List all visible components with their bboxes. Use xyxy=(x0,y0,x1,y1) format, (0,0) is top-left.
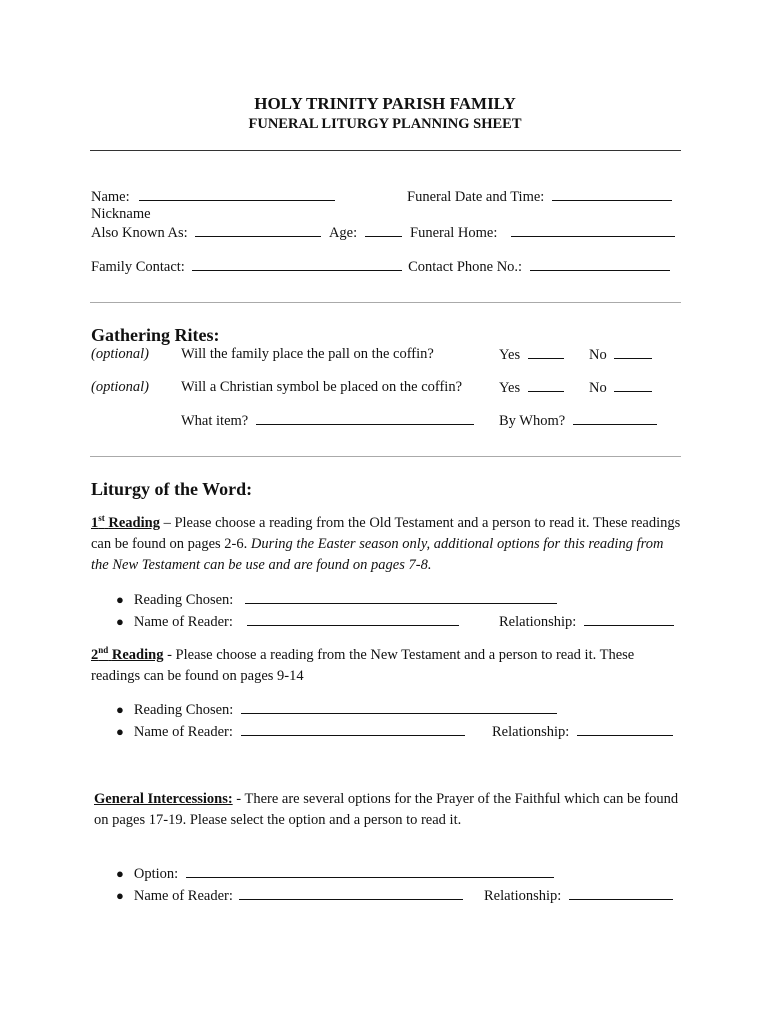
what-item-row xyxy=(181,412,474,430)
divider xyxy=(90,150,681,151)
divider xyxy=(90,456,681,457)
intercession-option-field[interactable] xyxy=(186,865,554,878)
aka-row xyxy=(91,224,402,242)
pall-yes-field[interactable] xyxy=(528,346,564,359)
family-contact-field[interactable] xyxy=(192,258,402,271)
reading1-title: 1st Reading xyxy=(91,513,160,531)
divider xyxy=(90,302,681,303)
reading1-instructions: 1st Reading – Please choose a reading from the Old Testament and a person to read it. These readings can be found on pages 2-6. During the Easter season only, additional options for this reading from the New Testament can be use and are found on pages 7-8. xyxy=(91,513,681,573)
page-subtitle: FUNERAL LITURGY PLANNING SHEET xyxy=(248,116,522,132)
funeral-home-row xyxy=(410,224,675,242)
intercession-reader-row: ● Name of Reader: xyxy=(116,887,463,905)
by-whom-field[interactable] xyxy=(573,412,657,425)
age-label: Age: xyxy=(328,225,358,241)
aka-field[interactable] xyxy=(195,224,321,237)
by-whom-label: By Whom? xyxy=(499,413,566,429)
reading2-chosen-row: ● Reading Chosen: xyxy=(116,701,557,719)
intercession-relationship-row xyxy=(484,887,673,905)
reading1-relationship-field[interactable] xyxy=(584,613,674,626)
name-of-reader-label: Name of Reader: xyxy=(133,724,233,740)
reading1-reader-row: ● Name of Reader: xyxy=(116,613,459,631)
option-label: Option: xyxy=(133,866,179,882)
reading2-chosen-field[interactable] xyxy=(241,701,557,714)
funeral-home-field[interactable] xyxy=(511,224,675,237)
intercession-reader-field[interactable] xyxy=(239,887,463,900)
reading2-reader-row: ● Name of Reader: xyxy=(116,723,465,741)
optional-label: (optional) xyxy=(91,379,149,395)
reading1-reader-field[interactable] xyxy=(247,613,459,626)
intercessions-title: General Intercessions: xyxy=(94,791,233,807)
by-whom-row xyxy=(499,412,657,430)
funeral-date-field[interactable] xyxy=(552,188,672,201)
liturgy-heading: Liturgy of the Word: xyxy=(91,479,253,499)
name-of-reader-label: Name of Reader: xyxy=(133,888,233,904)
intercession-option-row: ● Option: xyxy=(116,865,554,883)
pall-question: Will the family place the pall on the coffin? xyxy=(181,346,434,362)
what-item-label: What item? xyxy=(181,413,249,429)
pall-no: No xyxy=(589,346,652,364)
funeral-date-label: Funeral Date and Time: xyxy=(407,189,545,205)
reading1-chosen-row: ● Reading Chosen: xyxy=(116,591,557,609)
relationship-label: Relationship: xyxy=(492,724,570,740)
reading2-instructions: 2nd Reading - Please choose a reading from the New Testament and a person to read it. These readings can be found on pages 9-14 xyxy=(91,645,635,684)
what-item-field[interactable] xyxy=(256,412,474,425)
symbol-question: Will a Christian symbol be placed on the coffin? xyxy=(181,379,463,395)
nickname-label: Nickname xyxy=(91,206,151,222)
reading2-relationship-field[interactable] xyxy=(577,723,673,736)
symbol-yes: Yes xyxy=(499,379,564,397)
funeral-home-label: Funeral Home: xyxy=(410,225,498,241)
family-contact-row xyxy=(91,258,670,276)
name-row xyxy=(91,188,335,206)
intercession-relationship-field[interactable] xyxy=(569,887,673,900)
contact-phone-label: Contact Phone No.: xyxy=(408,259,523,275)
reading2-reader-field[interactable] xyxy=(241,723,465,736)
name-label: Name: xyxy=(91,189,130,205)
symbol-no: No xyxy=(589,379,652,397)
page-title: HOLY TRINITY PARISH FAMILY xyxy=(254,94,516,113)
symbol-no-field[interactable] xyxy=(614,379,652,392)
symbol-yes-field[interactable] xyxy=(528,379,564,392)
name-of-reader-label: Name of Reader: xyxy=(133,614,233,630)
optional-label: (optional) xyxy=(91,346,149,362)
pall-no-field[interactable] xyxy=(614,346,652,359)
name-field[interactable] xyxy=(139,188,335,201)
pall-yes: Yes xyxy=(499,346,564,364)
intercessions-instructions: General Intercessions: - There are several options for the Prayer of the Faithful which can be found on pages 17-19. Please select the option and a person to read it. xyxy=(94,791,679,828)
funeral-date-row xyxy=(407,188,672,206)
relationship-label: Relationship: xyxy=(484,888,562,904)
reading2-title: 2nd Reading xyxy=(91,645,164,663)
reading1-chosen-field[interactable] xyxy=(245,591,557,604)
family-contact-label: Family Contact: xyxy=(91,259,185,275)
reading-chosen-label: Reading Chosen: xyxy=(133,702,234,718)
relationship-label: Relationship: xyxy=(499,614,577,630)
reading-chosen-label: Reading Chosen: xyxy=(133,592,234,608)
reading2-relationship-row xyxy=(492,723,673,741)
gathering-heading: Gathering Rites: xyxy=(91,325,220,345)
contact-phone-field[interactable] xyxy=(530,258,670,271)
aka-label: Also Known As: xyxy=(91,225,188,241)
reading1-relationship-row xyxy=(499,613,674,631)
age-field[interactable] xyxy=(365,224,402,237)
